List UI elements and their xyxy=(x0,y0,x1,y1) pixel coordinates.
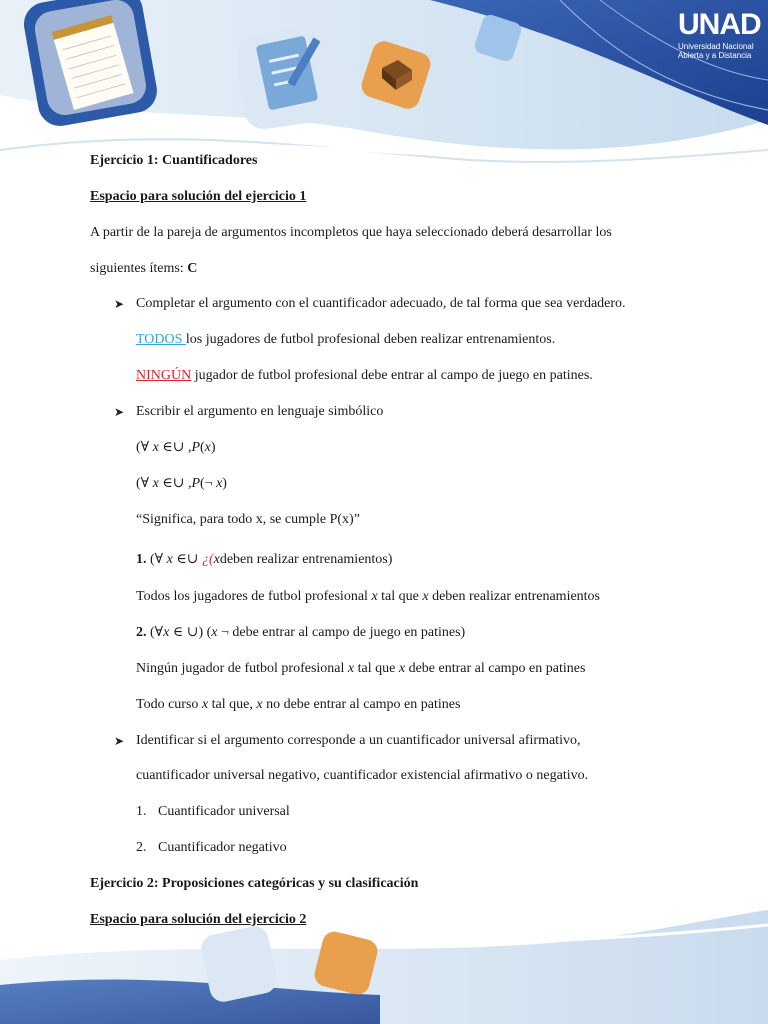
symbolic-expression-2: (∀ x ∈∪ ,P(¬ x) xyxy=(136,476,227,491)
intro-line-2: siguientes ítems: C xyxy=(90,261,198,276)
list-item: 1. xyxy=(136,804,147,819)
heading-solution-space-2: Espacio para solución del ejercicio 2 xyxy=(90,912,307,927)
logo-sub-line-2: Abierta y a Distancia xyxy=(678,51,752,60)
heading-ejercicio-2: Ejercicio 2: Proposiciones categóricas y su clasificación xyxy=(90,876,419,891)
todos-sentence: TODOS los jugadores de futbol profesional deben realizar entrenamientos. xyxy=(136,332,556,347)
logo-brand: UNAD xyxy=(678,8,761,41)
list-item-text: Cuantificador universal xyxy=(158,804,290,819)
ningun-sentence: NINGÚN jugador de futbol profesional debe entrar al campo de juego en patines. xyxy=(136,368,593,383)
todos-word: TODOS xyxy=(136,332,186,347)
heading-ejercicio-1: Ejercicio 1: Cuantificadores xyxy=(90,153,258,168)
numbered-statement-1: 1. (∀ x ∈∪ ¿(xdeben realizar entrenamientos) xyxy=(136,552,393,567)
statement-2-reading: Ningún jugador de futbol profesional x tal que x debe entrar al campo en patines xyxy=(136,661,586,676)
numbered-statement-2: 2. (∀x ∈ ∪) (x ¬ debe entrar al campo de juego en patines) xyxy=(136,625,466,640)
arrow-bullet-icon: ➤ xyxy=(114,405,125,419)
list-item: 2. xyxy=(136,840,147,855)
bullet-2-text: Escribir el argumento en lenguaje simbólico xyxy=(136,404,384,419)
ningun-word: NINGÚN xyxy=(136,368,192,383)
bullet-1-text: Completar el argumento con el cuantificador adecuado, de tal forma que sea verdadero. xyxy=(136,296,626,311)
statement-2-alt-reading: Todo curso x tal que, x no debe entrar al campo en patines xyxy=(136,697,461,712)
intro-line-1: A partir de la pareja de argumentos incompletos que haya seleccionado deberá desarrollar los xyxy=(90,225,612,240)
bullet-3-text-line-1: Identificar si el argumento corresponde a un cuantificador universal afirmativo, xyxy=(136,733,581,748)
list-item-text: Cuantificador negativo xyxy=(158,840,287,855)
arrow-bullet-icon: ➤ xyxy=(114,734,125,748)
clipboard-pencil-icon xyxy=(234,24,346,132)
symbolic-expression-1: (∀ x ∈∪ ,P(x) xyxy=(136,440,216,455)
unad-logo xyxy=(676,2,766,66)
bullet-3-text-line-2: cuantificador universal negativo, cuantificador existencial afirmativo o negativo. xyxy=(136,768,589,783)
logo-sub-line-1: Universidad Nacional xyxy=(678,42,754,51)
arrow-bullet-icon: ➤ xyxy=(114,297,125,311)
statement-1-reading: Todos los jugadores de futbol profesional x tal que x deben realizar entrenamientos xyxy=(136,589,601,604)
notepad-icon xyxy=(20,0,160,129)
heading-solution-space-1: Espacio para solución del ejercicio 1 xyxy=(90,189,307,204)
meaning-quote: “Significa, para todo x, se cumple P(x)” xyxy=(136,512,360,527)
selected-item-letter: C xyxy=(187,261,198,276)
header-banner xyxy=(0,0,768,170)
footer-banner xyxy=(0,900,768,1024)
